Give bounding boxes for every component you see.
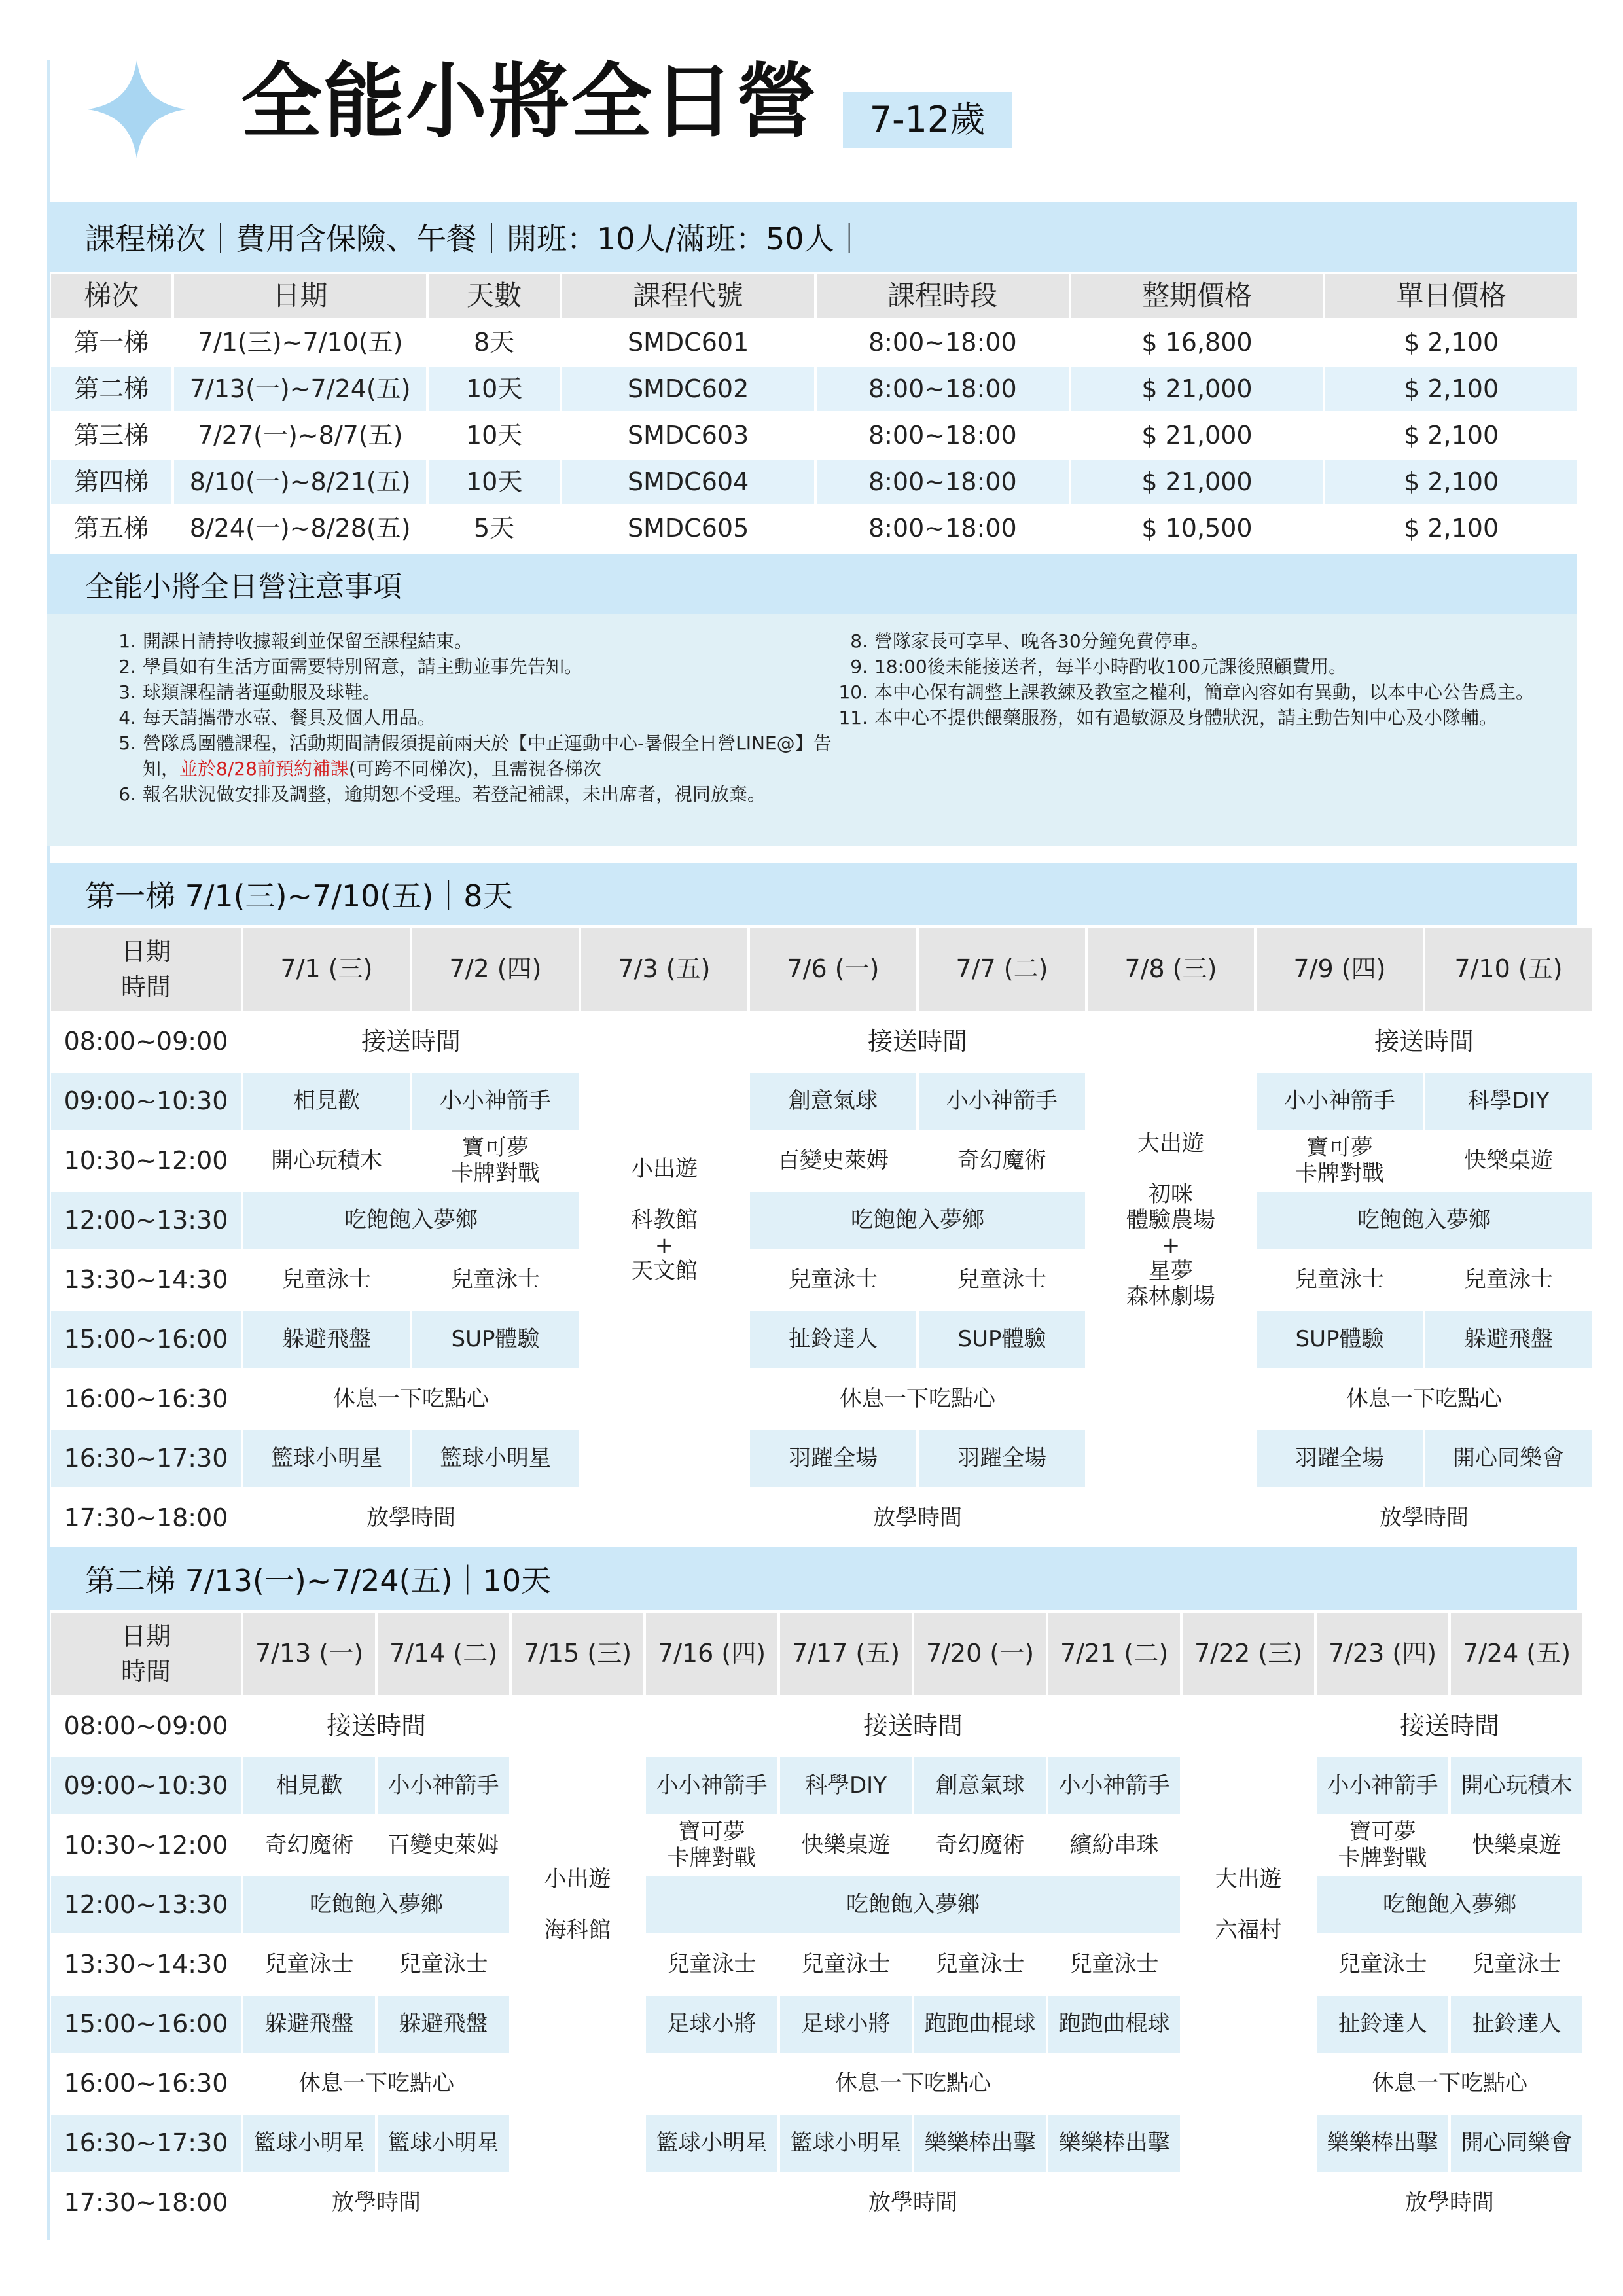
table-row [51,1490,1592,1547]
trip-cell [512,1757,643,2053]
activity-cell: 開心玩積木 [243,1132,410,1189]
activity-cell: 籃球小明星 [243,2115,375,2172]
note-highlight: 並於8/28前預約補課 [179,758,349,780]
snack-cell: 休息一下吃點心 [646,2055,1180,2112]
activity-cell: 籃球小明星 [646,2115,777,2172]
activity-cell: 小小神箭手 [1257,1073,1423,1130]
table-row [51,414,1577,457]
lunch-cell: 吃飽飽入夢鄉 [1317,1876,1582,1933]
activity-cell: 羽躍全場 [919,1430,1085,1487]
activity-cell: 兒童泳士 [1257,1251,1423,1308]
date-time-header [51,1613,241,1695]
lunch-cell: 吃飽飽入夢鄉 [243,1192,579,1249]
note-num: 6. [118,783,136,805]
note-item [832,679,1572,705]
session1-schedule [48,925,1594,1549]
cell: 10天 [429,414,560,457]
pickup-cell: 接送時間 [1317,1698,1582,1755]
diamond-icon [88,60,186,158]
time-cell: 16:00~16:30 [51,1371,241,1427]
day-header: 7/9 (四) [1257,928,1423,1011]
pickup-cell: 接送時間 [646,1698,1180,1755]
activity-cell: 創意氣球 [914,1757,1046,1814]
activity-cell: 扯鈴達人 [750,1311,916,1368]
note-num: 9. [850,656,868,677]
cell: 第二梯 [51,367,171,411]
lunch-cell: 吃飽飽入夢鄉 [646,1876,1180,1933]
activity-cell: 扯鈴達人 [1451,1996,1582,2053]
session2-schedule [48,1610,1585,2234]
note-num: 4. [118,707,136,728]
note-item [110,628,836,654]
trip-text: 小出遊 科教館 + 天文館 [631,1155,698,1285]
time-cell: 12:00~13:30 [51,1876,241,1933]
activity-cell: 兒童泳士 [1425,1251,1592,1308]
table-row [51,367,1577,411]
day-header: 7/6 (一) [750,928,916,1011]
cell: 第三梯 [51,414,171,457]
session1-bar: 第一梯 7/1(三)~7/10(五)｜8天 [47,863,1577,925]
activity-cell: 足球小將 [780,1996,912,2053]
col-header: 課程時段 [817,274,1069,318]
dismiss-cell: 放學時間 [1317,2174,1582,2231]
pickup-cell: 接送時間 [243,1013,579,1070]
time-cell: 17:30~18:00 [51,2174,241,2231]
activity-cell: 百變史萊姆 [750,1132,916,1189]
activity-cell: 樂樂棒出擊 [1048,2115,1180,2172]
time-cell: 15:00~16:00 [51,1996,241,2053]
day-header: 7/20 (一) [914,1613,1046,1695]
activity-cell: 相見歡 [243,1757,375,1814]
cell: $ 2,100 [1325,507,1577,550]
day-header: 7/24 (五) [1451,1613,1582,1695]
activity-cell: 樂樂棒出擊 [1317,2115,1448,2172]
cell: 第一梯 [51,321,171,365]
time-cell: 08:00~09:00 [51,1013,241,1070]
note-num: 11. [838,707,868,728]
activity-cell: 兒童泳士 [378,1936,509,1993]
note-text: 18:00後未能接送者，每半小時酌收100元課後照顧費用。 [874,656,1347,677]
notes-bar: 全能小將全日營注意事項 [47,554,1577,614]
snack-cell: 休息一下吃點心 [750,1371,1085,1427]
time-cell: 15:00~16:00 [51,1311,241,1368]
note-text: 本中心保有調整上課教練及教室之權利，簡章內容如有異動，以本中心公告爲主。 [874,681,1535,703]
activity-cell: 羽躍全場 [1257,1430,1423,1487]
cell: 第五梯 [51,507,171,550]
table-row [51,1430,1592,1487]
trip-cell [581,1073,747,1368]
activity-cell: 小小神箭手 [1048,1757,1180,1814]
day-header: 7/7 (二) [919,928,1085,1011]
table-row [51,1698,1582,1755]
note-num: 10. [838,681,868,703]
activity-cell: 開心同樂會 [1425,1430,1592,1487]
activity-cell: SUP體驗 [412,1311,579,1368]
trip-cell [1088,1073,1254,1368]
activity-cell: 兒童泳士 [919,1251,1085,1308]
snack-cell: 休息一下吃點心 [1317,2055,1582,2112]
activity-cell: 小小神箭手 [378,1757,509,1814]
activity-cell: 跑跑曲棍球 [1048,1996,1180,2053]
activity-cell: 相見歡 [243,1073,410,1130]
time-cell: 16:00~16:30 [51,2055,241,2112]
activity-cell: 樂樂棒出擊 [914,2115,1046,2172]
activity-cell: 創意氣球 [750,1073,916,1130]
day-header: 7/13 (一) [243,1613,375,1695]
cell: $ 2,100 [1325,414,1577,457]
cell: $ 21,000 [1071,414,1323,457]
day-header: 7/15 (三) [512,1613,643,1695]
table-row [51,1371,1592,1427]
note-text: 每天請攜帶水壺、餐具及個人用品。 [143,707,437,728]
date-time-header [51,928,241,1011]
activity-cell: 兒童泳士 [780,1936,912,1993]
note-item [110,705,836,730]
activity-cell: 百變史萊姆 [378,1817,509,1874]
time-cell: 12:00~13:30 [51,1192,241,1249]
time-label: 時間 [120,973,171,1001]
cell: SMDC601 [562,321,814,365]
activity-cell: 躲避飛盤 [378,1996,509,2053]
time-cell: 16:30~17:30 [51,1430,241,1487]
note-item [110,730,836,781]
lunch-cell: 吃飽飽入夢鄉 [1257,1192,1592,1249]
dismiss-cell: 放學時間 [646,2174,1180,2231]
cell: $ 2,100 [1325,367,1577,411]
activity-cell: SUP體驗 [1257,1311,1423,1368]
activity-cell: 快樂桌遊 [1425,1132,1592,1189]
notes-right [832,628,1572,730]
day-header: 7/21 (二) [1048,1613,1180,1695]
table-row [51,1817,1582,1874]
activity-cell: 籃球小明星 [243,1430,410,1487]
note-text: 報名狀況做安排及調整，逾期恕不受理。若登記補課，未出席者，視同放棄。 [143,783,766,805]
activity-cell: 寶可夢 卡牌對戰 [646,1817,777,1874]
time-cell: 09:00~10:30 [51,1757,241,1814]
activity-cell: 躲避飛盤 [1425,1311,1592,1368]
activity-cell: 快樂桌遊 [1451,1817,1582,1874]
note-text: 學員如有生活方面需要特別留意，請主動並事先告知。 [143,656,583,677]
activity-cell: 足球小將 [646,1996,777,2053]
note-item [832,628,1572,654]
summary-header-row [51,274,1577,318]
activity-cell: 籃球小明星 [378,2115,509,2172]
activity-cell: 羽躍全場 [750,1430,916,1487]
activity-cell: 兒童泳士 [243,1251,410,1308]
activity-cell: 寶可夢 卡牌對戰 [1257,1132,1423,1189]
table-row [51,2055,1582,2112]
activity-cell: 小小神箭手 [646,1757,777,1814]
cell: $ 21,000 [1071,367,1323,411]
notes-left [110,628,836,807]
activity-cell: 兒童泳士 [1451,1936,1582,1993]
day-header: 7/8 (三) [1088,928,1254,1011]
col-header: 單日價格 [1325,274,1577,318]
activity-cell: 兒童泳士 [1317,1936,1448,1993]
day-header: 7/16 (四) [646,1613,777,1695]
activity-cell: 兒童泳士 [1048,1936,1180,1993]
time-label: 時間 [120,1657,171,1686]
activity-cell: 科學DIY [1425,1073,1592,1130]
cell: 7/1(三)~7/10(五) [174,321,426,365]
activity-cell: 科學DIY [780,1757,912,1814]
table-row [51,460,1577,504]
trip-text: 大出遊 初咪 體驗農場 + 星夢 森林劇場 [1126,1130,1215,1310]
table-row [51,1936,1582,1993]
col-header: 天數 [429,274,560,318]
note-item [832,705,1572,730]
cell: SMDC604 [562,460,814,504]
dismiss-cell: 放學時間 [1257,1490,1592,1547]
table-row [51,1876,1582,1933]
date-label: 日期 [120,1622,171,1651]
col-header: 課程代號 [562,274,814,318]
time-cell: 13:30~14:30 [51,1936,241,1993]
table-row [51,1757,1582,1814]
cell: 第四梯 [51,460,171,504]
cell: 8:00~18:00 [817,367,1069,411]
session2-bar: 第二梯 7/13(一)~7/24(五)｜10天 [47,1547,1577,1610]
day-header: 7/10 (五) [1425,928,1592,1011]
table-row [51,1311,1592,1368]
notes-panel [47,614,1577,846]
schedule-header-row [51,928,1592,1011]
note-num: 3. [118,681,136,703]
table-row [51,1013,1592,1070]
activity-cell: 奇幻魔術 [919,1132,1085,1189]
table-row [51,2174,1582,2231]
dismiss-cell: 放學時間 [750,1490,1085,1547]
cell: $ 2,100 [1325,321,1577,365]
date-label: 日期 [120,937,171,966]
trip-text: 大出遊 六福村 [1215,1865,1282,1944]
activity-cell: 開心玩積木 [1451,1757,1582,1814]
day-header: 7/2 (四) [412,928,579,1011]
activity-cell: 開心同樂會 [1451,2115,1582,2172]
cell: $ 10,500 [1071,507,1323,550]
trip-text: 小出遊 海科館 [544,1865,611,1944]
activity-cell: 兒童泳士 [750,1251,916,1308]
activity-cell: 躲避飛盤 [243,1311,410,1368]
age-badge: 7-12歲 [843,92,1012,148]
cell: SMDC602 [562,367,814,411]
pickup-cell: 接送時間 [1257,1013,1592,1070]
cell: 5天 [429,507,560,550]
note-text: (可跨不同梯次)，且需視各梯次 [348,758,601,780]
activity-cell: 躲避飛盤 [243,1996,375,2053]
table-row [51,1192,1592,1249]
activity-cell: 籃球小明星 [412,1430,579,1487]
note-num: 2. [118,656,136,677]
cell: 8/24(一)~8/28(五) [174,507,426,550]
table-row [51,1073,1592,1130]
time-cell: 13:30~14:30 [51,1251,241,1308]
note-text: 球類課程請著運動服及球鞋。 [143,681,382,703]
activity-cell: SUP體驗 [919,1311,1085,1368]
note-item [832,654,1572,679]
summary-table [48,271,1580,553]
dismiss-cell: 放學時間 [243,1490,579,1547]
activity-cell: 快樂桌遊 [780,1817,912,1874]
cell: 10天 [429,367,560,411]
col-header: 日期 [174,274,426,318]
pickup-cell: 接送時間 [750,1013,1085,1070]
note-item [110,654,836,679]
cell: 7/27(一)~8/7(五) [174,414,426,457]
note-text: 營隊爲團體課程，活動期間請假須提前兩天於【中正運動中心-暑假全日營LINE@】告知， [143,732,832,780]
activity-cell: 小小神箭手 [412,1073,579,1130]
day-header: 7/23 (四) [1317,1613,1448,1695]
dismiss-cell: 放學時間 [243,2174,509,2231]
trip-cell [1183,1757,1314,2053]
note-num: 1. [118,630,136,652]
cell: 10天 [429,460,560,504]
table-row [51,507,1577,550]
cell: 7/13(一)~7/24(五) [174,367,426,411]
lunch-cell: 吃飽飽入夢鄉 [243,1876,509,1933]
cell: 8:00~18:00 [817,460,1069,504]
table-row [51,1996,1582,2053]
col-header: 整期價格 [1071,274,1323,318]
cell: $ 2,100 [1325,460,1577,504]
activity-cell: 扯鈴達人 [1317,1996,1448,2053]
cell: SMDC605 [562,507,814,550]
cell: 8:00~18:00 [817,507,1069,550]
activity-cell: 兒童泳士 [914,1936,1046,1993]
activity-cell: 小小神箭手 [1317,1757,1448,1814]
activity-cell: 兒童泳士 [646,1936,777,1993]
activity-cell: 寶可夢 卡牌對戰 [1317,1817,1448,1874]
cell: 8天 [429,321,560,365]
activity-cell: 小小神箭手 [919,1073,1085,1130]
day-header: 7/3 (五) [581,928,747,1011]
snack-cell: 休息一下吃點心 [243,2055,509,2112]
lunch-cell: 吃飽飽入夢鄉 [750,1192,1085,1249]
cell: $ 21,000 [1071,460,1323,504]
cell: SMDC603 [562,414,814,457]
activity-cell: 兒童泳士 [243,1936,375,1993]
activity-cell: 兒童泳士 [412,1251,579,1308]
pickup-cell: 接送時間 [243,1698,509,1755]
cell: 8:00~18:00 [817,414,1069,457]
note-num: 5. [118,732,136,754]
time-cell: 10:30~12:00 [51,1132,241,1189]
cell: $ 16,800 [1071,321,1323,365]
note-item [110,679,836,705]
activity-cell: 奇幻魔術 [914,1817,1046,1874]
note-text: 本中心不提供餵藥服務，如有過敏源及身體狀況，請主動告知中心及小隊輔。 [874,707,1498,728]
time-cell: 08:00~09:00 [51,1698,241,1755]
snack-cell: 休息一下吃點心 [1257,1371,1592,1427]
time-cell: 09:00~10:30 [51,1073,241,1130]
time-cell: 16:30~17:30 [51,2115,241,2172]
summary-bar: 課程梯次｜費用含保險、午餐｜開班：10人/滿班：50人｜ [47,202,1577,272]
page-title: 全能小將全日營 [241,55,819,149]
activity-cell: 籃球小明星 [780,2115,912,2172]
time-cell: 10:30~12:00 [51,1817,241,1874]
cell: 8/10(一)~8/21(五) [174,460,426,504]
schedule-header-row [51,1613,1582,1695]
activity-cell: 繽紛串珠 [1048,1817,1180,1874]
activity-cell: 跑跑曲棍球 [914,1996,1046,2053]
note-text: 開課日請持收據報到並保留至課程結束。 [143,630,473,652]
table-row [51,1132,1592,1189]
note-text: 營隊家長可享早、晚各30分鐘免費停車。 [874,630,1209,652]
table-row [51,1251,1592,1308]
col-header: 梯次 [51,274,171,318]
time-cell: 17:30~18:00 [51,1490,241,1547]
table-row [51,321,1577,365]
day-header: 7/14 (二) [378,1613,509,1695]
cell: 8:00~18:00 [817,321,1069,365]
activity-cell: 寶可夢 卡牌對戰 [412,1132,579,1189]
day-header: 7/1 (三) [243,928,410,1011]
table-row [51,2115,1582,2172]
day-header: 7/22 (三) [1183,1613,1314,1695]
note-num: 8. [850,630,868,652]
activity-cell: 奇幻魔術 [243,1817,375,1874]
note-item [110,781,836,807]
snack-cell: 休息一下吃點心 [243,1371,579,1427]
day-header: 7/17 (五) [780,1613,912,1695]
